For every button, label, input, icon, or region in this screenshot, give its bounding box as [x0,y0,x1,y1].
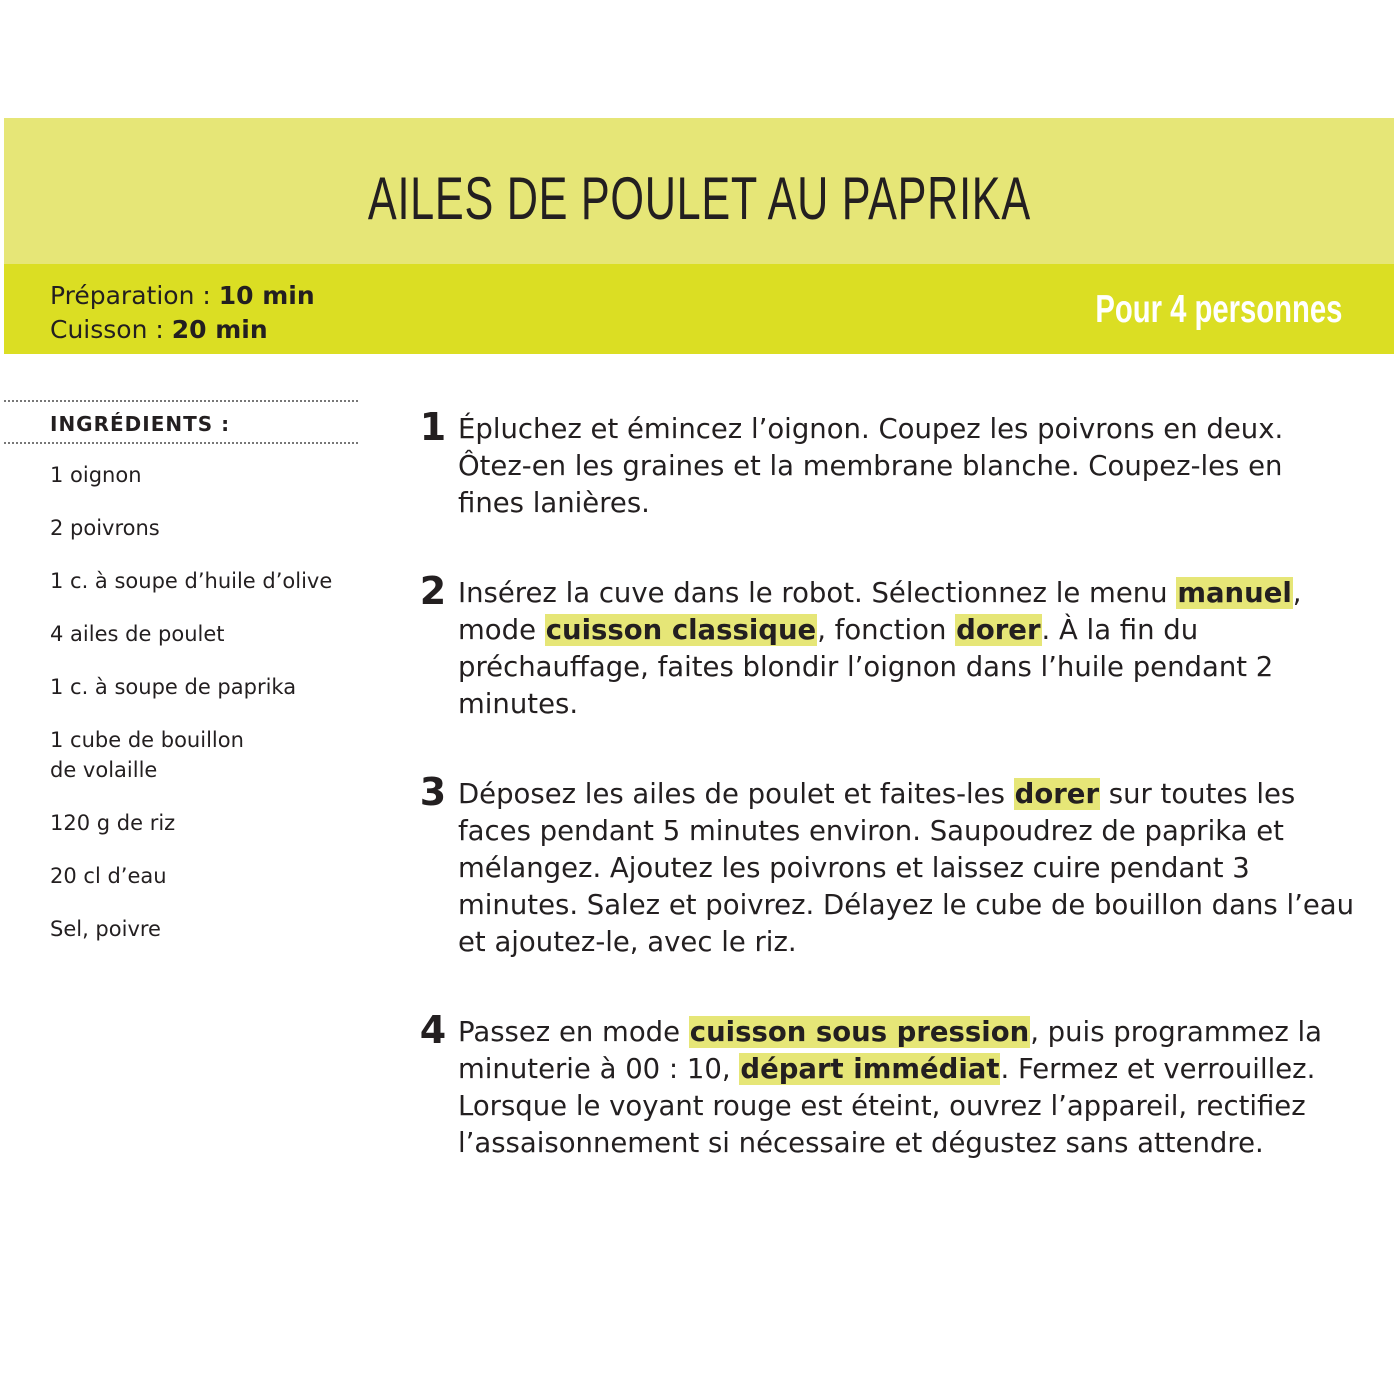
ingredients-header: INGRÉDIENTS : [4,400,358,444]
ingredient-item: 1 c. à soupe de paprika [50,675,297,699]
step-number: 3 [419,770,447,814]
step-text-part: Épluchez et émincez l’oignon. Coupez les poivrons en deux. Ôtez-en les graines et la membrane blanche. Coupez-les en fines lanières. [458,413,1284,519]
step-number: 4 [419,1008,447,1052]
step-text-part: , puis programmez la minuterie à 00 : 10, [458,1016,1323,1085]
step-text [458,575,1356,723]
step-1 [416,405,1356,522]
recipe-title: AILES DE POULET AU PAPRIKA [367,164,1031,232]
step-text [458,776,1356,961]
ingredient-item: Sel, poivre [50,917,161,941]
ingredients-panel [4,400,358,967]
step-3 [416,770,1356,961]
step-text-part: Insérez la cuve dans le robot. Sélectionnez le menu [458,577,1177,609]
step-text-part: , mode [458,577,1302,646]
ingredient-item: 2 poivrons [50,516,160,540]
ingredient-item: 1 c. à soupe d’huile d’olive [50,569,333,593]
highlight-keyword: manuel [1177,577,1292,609]
step-4 [416,1008,1356,1162]
step-text-part: , fonction [817,614,956,646]
step-text-part: . Fermez et verrouillez. Lorsque le voyant rouge est éteint, ouvrez l’appareil, rectifiez l’assaisonnement si nécessaire et dégustez sans attendre. [458,1053,1316,1159]
times-block [50,279,315,347]
step-text [458,411,1356,522]
ingredient-item: 120 g de riz [50,811,176,835]
highlight-keyword: départ immédiat [740,1053,1000,1085]
step-text-part: . À la fin du préchauffage, faites blondir l’oignon dans l’huile pendant 2 minutes. [458,614,1274,720]
prep-value: 10 min [218,281,315,310]
step-2 [416,569,1356,723]
step-text-part: sur toutes les faces pendant 5 minutes environ. Saupoudrez de paprika et mélangez. Ajoutez les poivrons et laissez cuire pendant 3 minutes. Salez et poivrez. Délayez le cube de bouillon dans l’eau et ajoutez-le, avec le riz. [458,778,1355,958]
ingredient-item: 4 ailes de poulet [50,622,225,646]
cook-time [50,313,315,347]
highlight-keyword: dorer [1014,778,1100,810]
step-text [458,1014,1356,1162]
cook-value: 20 min [171,315,268,344]
prep-time [50,279,315,313]
step-text-part: Passez en mode [458,1016,689,1048]
highlight-keyword: dorer [956,614,1041,646]
prep-label: Préparation : [50,281,219,310]
step-text-part: Déposez les ailes de poulet et faites-les [458,778,1014,810]
highlight-keyword: cuisson classique [545,614,817,646]
ingredient-item: 1 oignon [50,463,142,487]
ingredients-list [4,444,358,944]
servings: Pour 4 personnes [1094,288,1342,331]
ingredient-item: 1 cube de bouillon de volaille [50,728,244,782]
info-band [4,264,1394,354]
highlight-keyword: cuisson sous pression [689,1016,1030,1048]
title-band [4,118,1394,264]
step-number: 1 [419,405,447,449]
step-number: 2 [419,569,447,613]
ingredient-item: 20 cl d’eau [50,864,167,888]
cook-label: Cuisson : [50,315,172,344]
